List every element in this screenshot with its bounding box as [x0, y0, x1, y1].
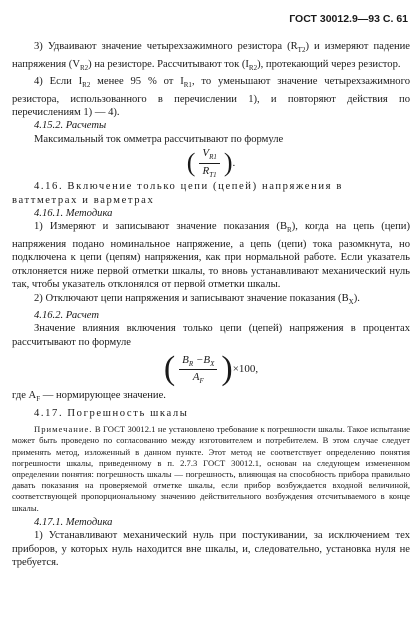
subscript: R1	[183, 81, 192, 90]
subscript: R	[287, 226, 292, 235]
denominator	[203, 164, 217, 179]
paragraph-step-3	[12, 40, 410, 75]
paragraph-measure-br	[12, 220, 410, 291]
paragraph-max-current: Максимальный ток омметра рассчитывают по формуле	[34, 133, 284, 145]
text: менее 95 % от I	[90, 76, 184, 88]
text: 2) Отключают цепи напряжения и записывают значение показания (B	[34, 292, 349, 304]
subscript: R2	[248, 63, 258, 72]
text: ), протекающий через резистор.	[257, 58, 401, 70]
note-label: Примечание.	[34, 424, 93, 435]
text: ) и измеряют падение напряжения (V	[12, 41, 410, 70]
paren-right: )	[221, 350, 233, 388]
paragraph-step-4	[12, 75, 410, 119]
numerator	[199, 147, 220, 163]
text: ).	[353, 292, 360, 304]
note-paragraph	[12, 424, 410, 514]
fraction	[179, 354, 217, 385]
text: 4) Если I	[34, 76, 83, 88]
text: , то уменьшают значение четырехзажимного резистора, использованного в перечислении 1), и повторяют действия по перечислениям 1) — 4).	[12, 76, 410, 118]
page-header: ГОСТ 30012.9—93 С. 61	[289, 13, 408, 25]
fraction	[199, 147, 220, 178]
paragraph-where	[12, 389, 410, 407]
text: ) на резисторе. Рассчитывают ток (I	[88, 58, 249, 70]
paren-right: )	[223, 148, 233, 178]
formula-max-current	[12, 146, 410, 180]
paren-left: (	[186, 148, 196, 178]
subscript: F	[36, 395, 41, 404]
subscript: R2	[80, 63, 89, 72]
text: B	[182, 353, 189, 366]
subscript: T2	[297, 46, 306, 55]
paragraph-zero: 1) Устанавливают механический нуль при постукивании, за исключением тех приборов, у которых нуль находится вне шкалы, и, следовательно, установка нуля не требуется.	[12, 530, 410, 569]
heading-4-16: 4.16. Включение только цепи (цепей) напряжения в ваттметрах и варметрах	[12, 181, 343, 206]
heading-4-17: 4.17. Погрешность шкалы	[34, 407, 189, 419]
subscript: R2	[82, 81, 91, 90]
heading-4-16-2: 4.16.2. Расчет	[34, 310, 99, 322]
text: V	[202, 147, 210, 160]
subscript: X	[348, 297, 354, 306]
paragraph-influence: Значение влияния включения только цепи (цепей) напряжения в процентах рассчитывают по формуле	[12, 323, 410, 348]
denominator	[193, 370, 204, 385]
heading-4-17-1: 4.17.1. Методика	[34, 516, 113, 528]
subscript: R1	[209, 153, 217, 162]
text: A	[192, 370, 200, 383]
numerator	[179, 354, 217, 370]
subscript: R	[188, 359, 194, 368]
subscript: X	[210, 359, 215, 368]
text: R	[202, 164, 210, 177]
paren-left: (	[163, 350, 176, 388]
subscript: F	[199, 376, 204, 385]
text: 3) Удваивают значение четырехзажимного резистора (R	[34, 41, 298, 52]
subscript: T1	[209, 170, 217, 179]
text: ), когда на цепь (цепи) напряжения подано номинальное напряжение, а цепь (цепи) тока разомкнута, но подключена к цепи (цепям) напряжения, как при нормальной работе. Если указатель отклоняется ниже первой отметки шкалы, то вновь устанавливают механический нуль так, чтобы указатель отклонялся от первой отметки шкалы.	[12, 221, 410, 291]
note-text: В ГОСТ 30012.1 не установлено требование к погрешности шкалы. Такое испытание может быть проведено по согласованию между изготовителем и потребителем. В этом случае следует применять метод, изложенный в данном пункте. Этот метод не соответствует определению понятия погрешности шкалы, приведенному в п. 2.7.3 ГОСТ 30012.1, основан на следующем измененном определении понятия: погрешность шкалы — погрешность, влияющая на способность прибора правильно давать показания на проверяемой отметке шкалы, если прибор возбуждается входной величиной, соответствующей пропорциональному значению действительного возбуждения отсчитываемого в конце шкалы.	[12, 424, 410, 513]
heading-4-15-2: 4.15.2. Расчеты	[34, 120, 107, 132]
heading-4-16-1: 4.16.1. Методика	[34, 207, 113, 219]
paragraph-measure-bx	[12, 292, 410, 310]
text: 1) Измеряют и записывают значение показания (B	[34, 221, 288, 233]
formula-tail: .	[232, 157, 236, 170]
text: — нормирующее значение.	[40, 390, 166, 402]
formula-influence	[12, 349, 410, 389]
text: где A	[12, 390, 37, 402]
text: −B	[193, 353, 211, 366]
formula-tail: ×100,	[232, 363, 259, 376]
document-body	[12, 40, 410, 569]
